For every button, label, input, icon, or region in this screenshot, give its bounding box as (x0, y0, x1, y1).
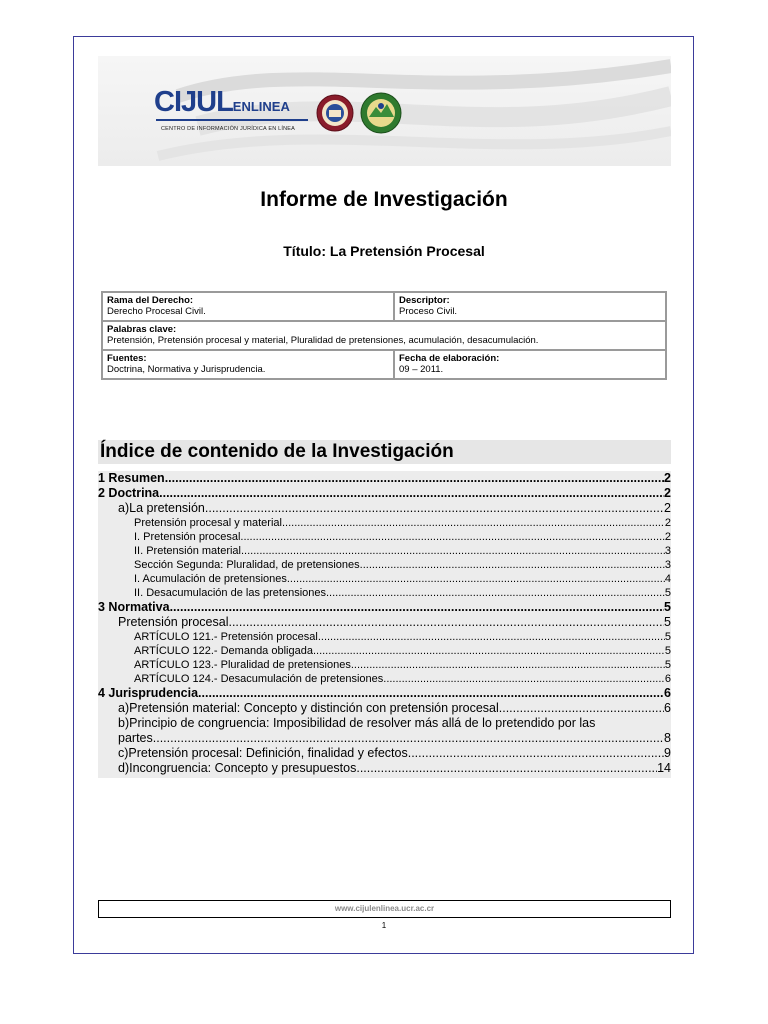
toc-entry-congruencia-line1[interactable]: b)Principio de congruencia: Imposibilidad de resolver más allá de lo pretendido por las (118, 716, 596, 730)
toc-entry-articulo-124[interactable]: ARTÍCULO 124.- Desacumulación de pretensiones ..... 6 (98, 672, 671, 686)
cijul-logo: CIJULENLINEA (154, 86, 290, 118)
header-banner (98, 56, 671, 166)
table-of-contents (98, 471, 671, 778)
toc-entry-resumen[interactable]: 1 Resumen ..... 2 (98, 471, 671, 486)
toc-entry-procesal-material[interactable]: Pretensión procesal y material ..... 2 (98, 516, 671, 530)
page-number: 1 (381, 921, 387, 930)
toc-entry-incongruencia[interactable]: d)Incongruencia: Concepto y presupuestos ..... 14 (98, 761, 671, 776)
logo-underline (156, 119, 308, 121)
footer-url[interactable]: www.cijulenlinea.ucr.ac.cr (334, 904, 435, 913)
toc-entry-articulo-122[interactable]: ARTÍCULO 122.- Demanda obligada ..... 5 (98, 644, 671, 658)
document-title: Informe de Investigación (260, 188, 508, 211)
toc-entry-pretension-material[interactable]: II. Pretensión material ..... 3 (98, 544, 671, 558)
university-seal-icon (316, 94, 354, 132)
toc-entry-desacumulacion[interactable]: II. Desacumulación de las pretensiones ..... 5 (98, 586, 671, 600)
toc-entry-congruencia[interactable]: partes ..... 8 (98, 731, 671, 746)
rama-cell: Rama del Derecho: Derecho Procesal Civil. (102, 292, 394, 321)
toc-entry-la-pretension[interactable]: a)La pretensión ..... 2 (98, 501, 671, 516)
toc-entry-articulo-123[interactable]: ARTÍCULO 123.- Pluralidad de pretensiones ..... 5 (98, 658, 671, 672)
document-subtitle: Título: La Pretensión Procesal (283, 243, 485, 259)
toc-entry-pretension-procesal[interactable]: I. Pretensión procesal ..... 2 (98, 530, 671, 544)
toc-entry-pretension-procesal-definicion[interactable]: c)Pretensión procesal: Definición, finalidad y efectos ..... 9 (98, 746, 671, 761)
toc-entry-acumulacion[interactable]: I. Acumulación de pretensiones ..... 4 (98, 572, 671, 586)
toc-entry-pretension-material-juris[interactable]: a)Pretensión material: Concepto y distinción con pretensión procesal ..... 6 (98, 701, 671, 716)
toc-entry-articulo-121[interactable]: ARTÍCULO 121.- Pretensión procesal ..... 5 (98, 630, 671, 644)
descriptor-cell: Descriptor: Proceso Civil. (394, 292, 666, 321)
fuentes-cell: Fuentes: Doctrina, Normativa y Jurisprudencia. (102, 350, 394, 379)
toc-heading: Índice de contenido de la Investigación (98, 440, 671, 464)
metadata-table (101, 291, 667, 380)
palabras-clave-cell: Palabras clave: Pretensión, Pretensión procesal y material, Pluralidad de pretensiones, acumulación, desacumulación. (102, 321, 666, 350)
fecha-cell: Fecha de elaboración: 09 – 2011. (394, 350, 666, 379)
toc-entry-doctrina[interactable]: 2 Doctrina ..... 2 (98, 486, 671, 501)
faculty-seal-icon (360, 92, 402, 134)
logo-subtitle: CENTRO DE INFORMACIÓN JURÍDICA EN LÍNEA (161, 126, 296, 132)
toc-entry-seccion-segunda[interactable]: Sección Segunda: Pluralidad, de pretensiones ..... 3 (98, 558, 671, 572)
toc-entry-normativa[interactable]: 3 Normativa ..... 5 (98, 600, 671, 615)
toc-entry-jurisprudencia[interactable]: 4 Jurisprudencia ..... 6 (98, 686, 671, 701)
footer-url-box (98, 900, 671, 918)
toc-entry-normativa-pretension[interactable]: Pretensión procesal ..... 5 (98, 615, 671, 630)
